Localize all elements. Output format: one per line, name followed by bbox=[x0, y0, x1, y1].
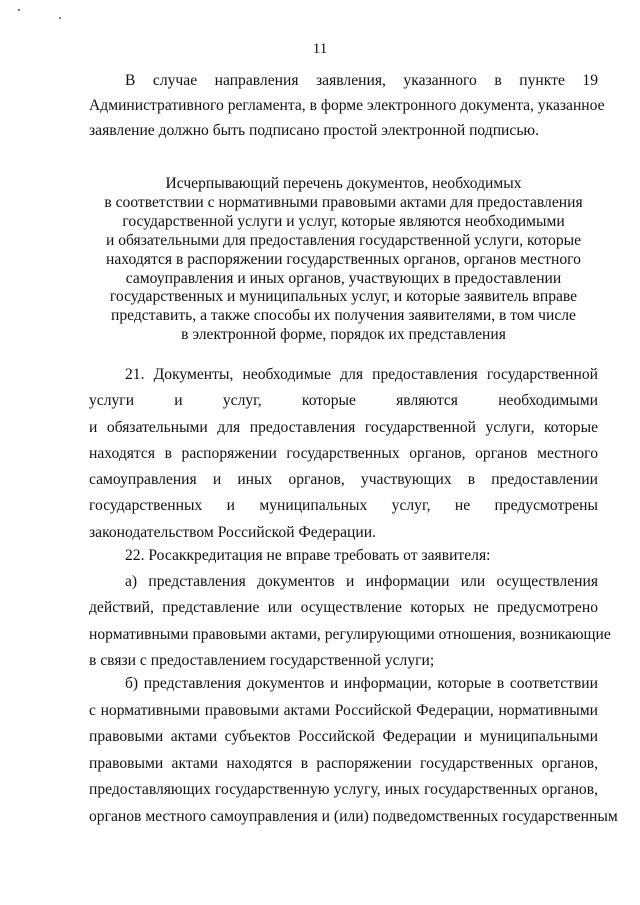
text-line: и обязательными для предоставления государственной услуги, которые bbox=[89, 418, 598, 436]
paragraph-21 bbox=[89, 362, 598, 546]
text-line: правовыми актами находятся в распоряжении государственных органов, bbox=[89, 754, 598, 772]
text-line: Административного регламента, в форме электронного документа, указанное bbox=[89, 97, 605, 114]
text-line: правовыми актами субъектов Российской Федерации и муниципальными bbox=[89, 728, 598, 746]
text-line: услуги и услуг, которые являются необходимыми bbox=[89, 392, 598, 410]
text-line: в связи с предоставлением государственной услуги; bbox=[89, 651, 435, 669]
text-line: находятся в распоряжении государственных органов, органов местного bbox=[89, 444, 598, 462]
text-line: предоставляющих государственную услугу, иных государственных органов, bbox=[89, 781, 598, 799]
text-line: государственных и муниципальных услуг, не предусмотрены bbox=[89, 497, 598, 515]
text-line: законодательством Российской Федерации. bbox=[89, 523, 376, 541]
text-line: самоуправления и иных органов, участвующих в предоставлении bbox=[89, 471, 598, 489]
text-line: В случае направления заявления, указанного в пункте 19 bbox=[125, 72, 598, 89]
heading-line: в электронной форме, порядок их представления bbox=[181, 326, 506, 344]
heading-line: государственной услуги и услуг, которые являются необходимыми bbox=[122, 212, 565, 230]
text-line: заявление должно быть подписано простой электронной подписью. bbox=[89, 122, 539, 139]
text-line: 22. Росаккредитация не вправе требовать от заявителя: bbox=[125, 547, 491, 564]
heading-line: в соответствии с нормативными правовыми актами для предоставления bbox=[104, 193, 583, 211]
text-line: с нормативными правовыми актами Российской Федерации, нормативными bbox=[89, 701, 598, 719]
text-line: б) представления документов и информации, которые в соответствии bbox=[125, 675, 598, 692]
heading-line: представить, а также способы их получения заявителями, в том числе bbox=[111, 307, 576, 325]
scan-speck bbox=[18, 9, 20, 11]
heading-line: самоуправления и иных органов, участвующих в предоставлении bbox=[125, 269, 562, 287]
item-b-paragraph bbox=[89, 671, 618, 831]
text-line: действий, представление или осуществление которых не предусмотрено bbox=[89, 599, 598, 617]
heading-line: находятся в распоряжении государственных органов, органов местного bbox=[106, 250, 581, 268]
intro-paragraph bbox=[89, 68, 605, 143]
heading-line: Исчерпывающий перечень документов, необходимых bbox=[165, 175, 522, 192]
scan-speck bbox=[59, 17, 61, 19]
page-number: 11 bbox=[312, 41, 328, 57]
text-line: 21. Документы, необходимые для предоставления государственной bbox=[125, 366, 598, 383]
text-line: нормативными правовыми актами, регулирующими отношения, возникающие bbox=[89, 625, 611, 643]
text-line: органов местного самоуправления и (или) подведомственных государственным bbox=[89, 807, 618, 825]
section-heading bbox=[89, 175, 598, 345]
paragraph-22 bbox=[89, 543, 598, 569]
heading-line: государственных и муниципальных услуг, и которые заявитель вправе bbox=[109, 288, 578, 306]
item-a-paragraph bbox=[89, 569, 611, 674]
text-line: а) представления документов и информации или осуществления bbox=[125, 573, 598, 590]
heading-line: и обязательными для предоставления государственной услуги, которые bbox=[105, 231, 582, 249]
